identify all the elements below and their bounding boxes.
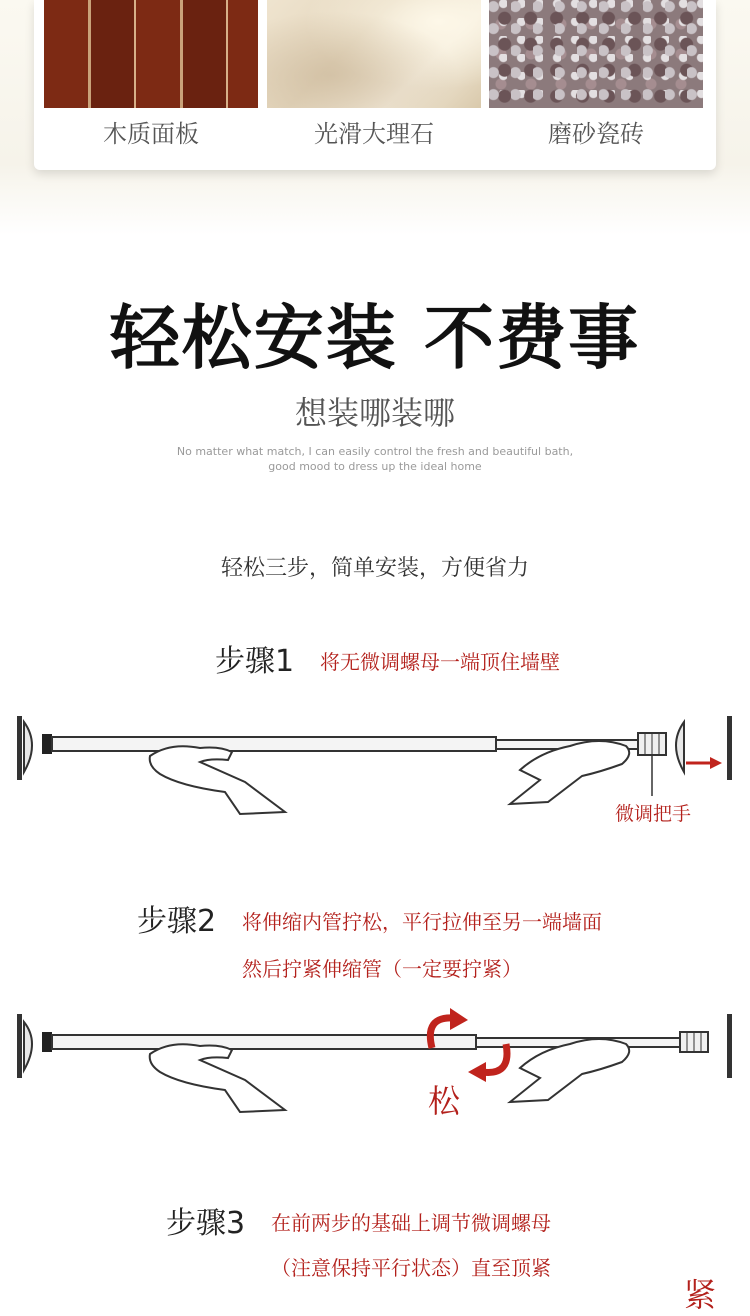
left-suction-cup-icon [24,1022,32,1070]
material-label-wood: 木质面板 [103,120,199,148]
left-suction-cup-icon [24,722,32,772]
marble-swatch [267,0,481,108]
material-label-tile: 磨砂瓷砖 [548,120,644,148]
outer-tube-icon [52,1035,476,1049]
step2-desc-line1: 将伸缩内管拧松，平行拉伸至另一端墙面 [242,910,602,934]
english-tagline [0,444,750,474]
main-title: 轻松安装 不费事 [109,297,641,379]
step2-callout: 松 [428,1082,461,1120]
left-cap-icon [42,734,52,754]
step1-desc: 将无微调螺母一端顶住墙壁 [320,650,560,674]
english-line-2: good mood to dress up the ideal home [268,460,482,473]
wood-panel-swatch [44,0,258,108]
step3-label: 步骤3 [166,1206,246,1241]
intro-text: 轻松三步，简单安装，方便省力 [220,556,529,581]
step2-label: 步骤2 [137,904,217,939]
right-hand-icon [510,741,629,804]
step2-desc-line2: 然后拧紧伸缩管（一定要拧紧） [242,957,522,981]
outer-tube-icon [52,737,496,751]
step1-label: 步骤1 [215,644,295,679]
step3-desc-line1: 在前两步的基础上调节微调螺母 [271,1211,551,1235]
step3-callout: 紧 [684,1276,717,1314]
left-wall-icon [17,1014,22,1078]
left-hand-icon [150,746,285,814]
frosted-tile-swatch [489,0,703,108]
right-suction-cup-icon [676,722,684,772]
material-label-marble: 光滑大理石 [314,120,434,148]
english-line-1: No matter what match, I can easily control the fresh and beautiful bath, [176,445,574,458]
left-cap-icon [42,1032,52,1052]
step3-desc-line2: （注意保持平行状态）直至顶紧 [271,1256,551,1280]
subtitle: 想装哪装哪 [294,394,455,432]
step2-illustration [0,1004,750,1124]
left-wall-icon [17,716,22,780]
right-wall-icon [727,1014,732,1078]
step1-callout: 微调把手 [615,803,692,825]
right-wall-icon [727,716,732,780]
left-hand-icon [150,1044,285,1112]
right-hand-icon [510,1039,629,1102]
